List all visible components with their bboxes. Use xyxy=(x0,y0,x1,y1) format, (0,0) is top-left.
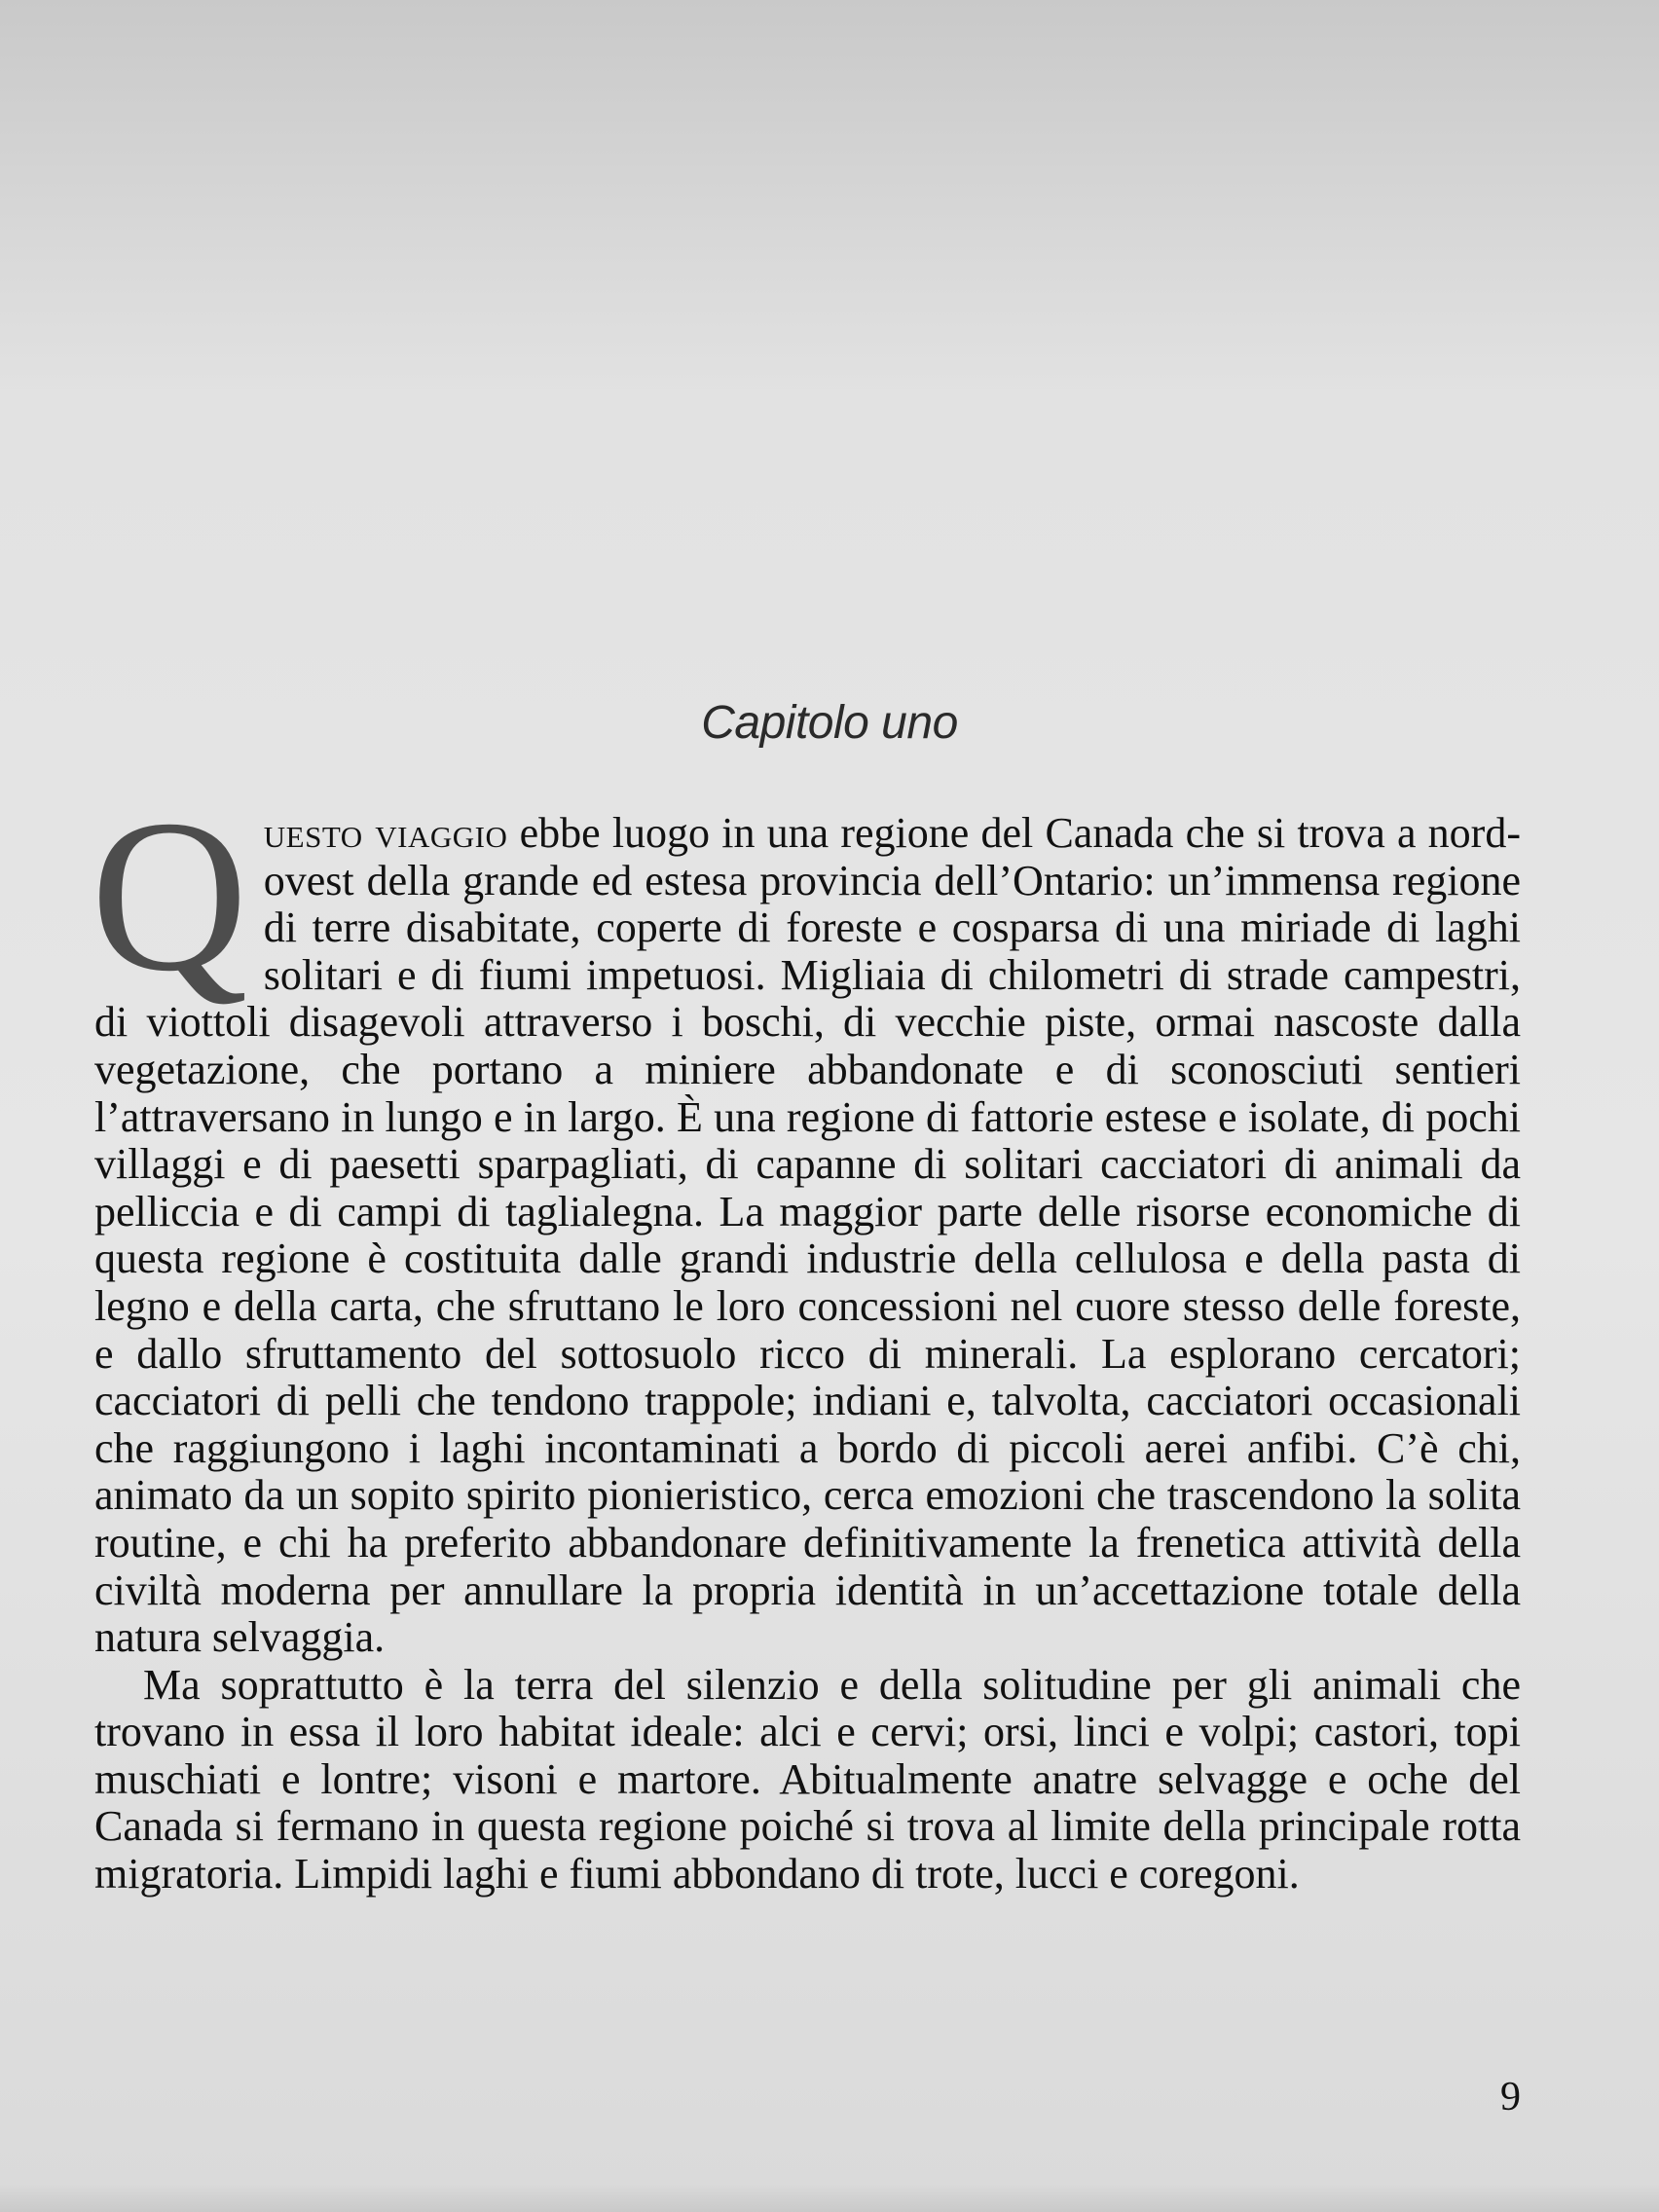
paragraph-2: Ma soprattutto è la terra del silenzio e della solitudine per gli animali che trovano in essa il loro habitat ideale: alci e cervi; orsi, linci e volpi; castori, topi muschiati e lontre; visoni e martore. Abitualmente anatre selvagge e oche del Canada si fermano in questa regione poiché si trova al limite della principale rotta migratoria. Limpidi laghi e fiumi abbondano di trote, lucci e coregoni. xyxy=(94,1660,1521,1899)
drop-cap: Q xyxy=(91,775,248,1016)
show-through-text xyxy=(92,39,1533,623)
page-edge-shadow xyxy=(0,2183,1659,2212)
paragraph-1 xyxy=(91,775,1521,1662)
page-number: 9 xyxy=(1500,2075,1521,2120)
paragraph-1-text: ebbe luogo in una regione del Canada che si trova a nord-ovest della grande ed estesa provincia dell’Ontario: un’immensa regione di terre disabitate, coperte di foreste e cosparsa di una miriade di laghi solitari e di fiumi impetuosi. Migliaia di chilometri di strade campestri, di viottoli disagevoli attraverso i boschi, di vecchie piste, ormai nascoste dalla vegetazione, che portano a miniere abbandonate e di sconosciuti sentieri l’attraversano in lungo e in largo. È una regione di fattorie estese e isolate, di pochi villaggi e di paesetti sparpagliati, di capanne di solitari cacciatori di animali da pelliccia e di campi di taglialegna. La maggior parte delle risorse economiche di questa regione è costituita dalle grandi industrie della cellulosa e della pasta di legno e della carta, che sfruttano le loro concessioni nel cuore stesso delle foreste, e dallo sfruttamento del sottosuolo ricco di minerali. La esplorano cercatori; cacciatori di pelli che tendono trappole; indiani e, talvolta, cacciatori occasionali che raggiungono i laghi incontaminati a bordo di piccoli aerei anfibi. C’è chi, animato da un sopito spirito pionieristico, cerca emozioni che trascendono la solita routine, e chi ha preferito abbandonare definitivamente la frenetica attività della civiltà moderna per annullare la propria identità in un’accettazione totale della natura selvaggia. xyxy=(94,809,1521,1662)
chapter-title: Capitolo uno xyxy=(701,697,958,749)
opening-smallcaps: uesto viaggio xyxy=(263,809,508,857)
chapter-body xyxy=(91,775,1521,1899)
